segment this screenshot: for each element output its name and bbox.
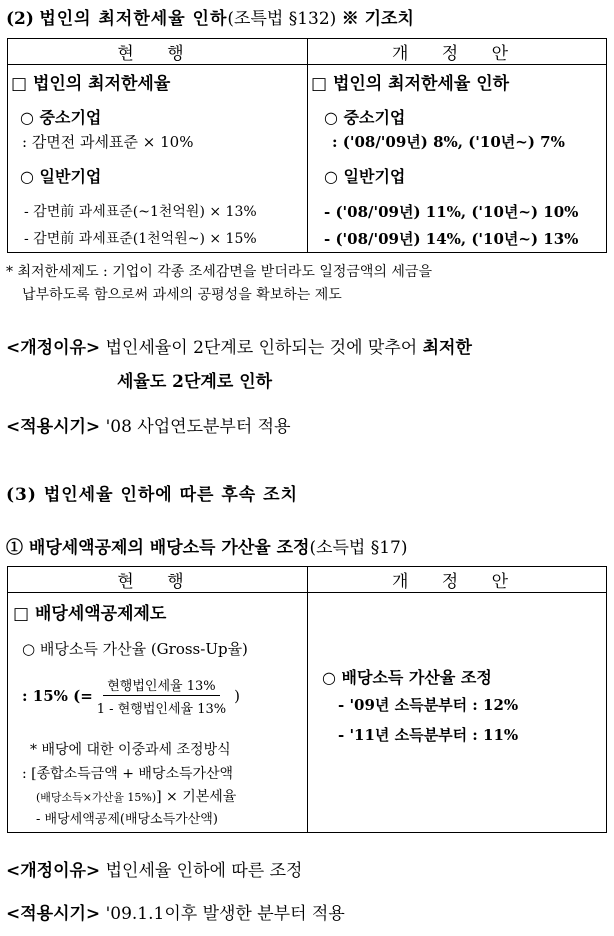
col-header-current: 현 행 — [8, 39, 308, 65]
min-tax-footnote-2: 납부하도록 함으로써 과세의 공평성을 확보하는 제도 — [22, 287, 342, 303]
reason-row-s3: <개정이유> 법인세율 인하에 따른 조정 — [6, 861, 303, 881]
section-2-title: (2) 법인의 최저한세율 인하(조특법 §132) ※ 기조치 — [6, 9, 414, 29]
revised-grossup-cell: ○ 배당소득 가산율 조정 - '09년 소득분부터 : 12% - '11년 소득분부터 : 11% — [322, 668, 519, 744]
reason-row-1: <개정이유> 법인세율이 2단계로 인하되는 것에 맞추어 최저한 — [6, 338, 472, 358]
grossup-fraction: $\frac{\text{현행법인세율 13\%}}{\text{1 - 현행법인세율 13\%}}$ — [93, 675, 230, 717]
col-header-revised-2: 개 정 안 — [308, 567, 607, 593]
current-min-tax-cell: □ 법인의 최저한세율 ○ 중소기업 : 감면전 과세표준 × 10% ○ 일반기업 - 감면前 과세표준(~1천억원) × 13% - 감면前 과세표준(1천억원~) × 15% — [11, 74, 257, 247]
current-grossup-cell: □ 배당세액공제제도 ○ 배당소득 가산율 (Gross-Up율) : 15% (= $\frac{\text{현행법인세율 13\%}}{\text{1 - 현행법인세율 13\%}}$ ) * 배당에 대한 이중과세 조정방식 : [종합소득금액 + 배당소득가산액 (배당소득×가산율 15%)] × 기본세율 - 배당세액공제(배당소득가산액) — [13, 604, 248, 827]
col-header-current-2: 현 행 — [8, 567, 308, 593]
subsection-1-title: ① 배당세액공제의 배당소득 가산율 조정(소득법 §17) — [6, 538, 408, 558]
grossup-formula: : 15% (= $\frac{\text{현행법인세율 13\%}}{\text{1 - 현행법인세율 13\%}}$ ) — [22, 675, 240, 717]
col-header-revised: 개 정 안 — [308, 39, 607, 65]
min-tax-comparison-table — [7, 38, 607, 253]
apply-row-s3: <적용시기> '09.1.1이후 발생한 분부터 적용 — [6, 904, 345, 924]
reason-label-2: <개정이유> — [6, 861, 101, 881]
apply-label-2: <적용시기> — [6, 904, 101, 924]
reason-row-2: 세율도 2단계로 인하 — [117, 372, 273, 392]
section-3-title: (3) 법인세율 인하에 따른 후속 조치 — [6, 485, 298, 505]
revised-min-tax-cell: □ 법인의 최저한세율 인하 ○ 중소기업 : ('08/'09년) 8%, ('10년~) 7% ○ 일반기업 - ('08/'09년) 11%, ('10년~) 10% - ('08/'09년) 14%, ('10년~) 13% — [311, 74, 579, 248]
apply-row-1: <적용시기> '08 사업연도분부터 적용 — [6, 417, 291, 437]
apply-label: <적용시기> — [6, 417, 101, 437]
min-tax-footnote-1: * 최저한세제도 : 기업이 각종 조세감면을 받더라도 일정금액의 세금을 — [6, 264, 432, 280]
reason-label: <개정이유> — [6, 338, 101, 358]
dividend-grossup-table — [7, 566, 607, 833]
